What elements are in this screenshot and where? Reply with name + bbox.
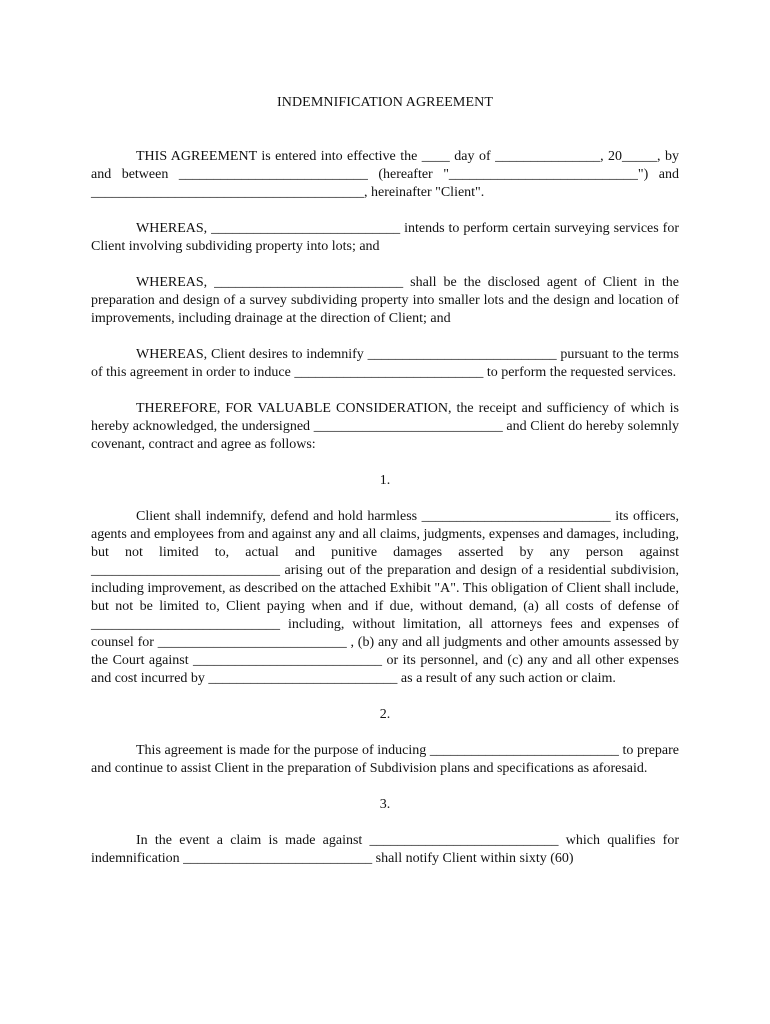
section-text-3: In the event a claim is made against ___________________________ which qualifies for indemnification ___________________________ shall notify Client within sixty (60) [91,833,679,866]
recital-paragraph-whereas-2: WHEREAS, ___________________________ shall be the disclosed agent of Client in the preparation and design of a survey subdividing property into smaller lots and the design and location of improvements, including drainage at the direction of Client; and [91,275,679,326]
section-text-2: This agreement is made for the purpose of inducing ___________________________ to prepare and continue to assist Client in the preparation of Subdivision plans and specifications as aforesaid. [91,743,679,776]
section-number-2: 2. [379,707,391,722]
section-number-3: 3. [379,797,391,812]
recital-paragraph-effective: THIS AGREEMENT is entered into effective the ____ day of _______________, 20_____, by and between ___________________________ (hereafter "___________________________") and _______________________________________, hereinafter "Client". [91,149,679,200]
recital-paragraph-whereas-3: WHEREAS, Client desires to indemnify ___________________________ pursuant to the terms of this agreement in order to induce ___________________________ to perform the requested services. [91,347,679,380]
section-number-1: 1. [379,473,391,488]
recital-paragraph-whereas-1: WHEREAS, ___________________________ intends to perform certain surveying services for Client involving subdividing property into lots; and [91,221,679,254]
document-title: INDEMNIFICATION AGREEMENT [277,95,493,110]
section-text-1: Client shall indemnify, defend and hold harmless ___________________________ its officers, agents and employees from and against any and all claims, judgments, expenses and damages, including, but not limited to, actual and punitive damages asserted by any person against ___________________________ arising out of the preparation and design of a residential subdivision, including improvement, as described on the attached Exhibit "A". This obligation of Client shall include, but not be limited to, Client paying when and if due, without demand, (a) all costs of defense of ___________________________ including, without limitation, all attorneys fees and expenses of counsel for ___________________________ , (b) any and all judgments and other amounts assessed by the Court against ___________________________ or its personnel, and (c) any and all other expenses and cost incurred by ___________________________ as a result of any such action or claim. [91,509,679,686]
recital-paragraph-therefore: THEREFORE, FOR VALUABLE CONSIDERATION, the receipt and sufficiency of which is hereby acknowledged, the undersigned ___________________________ and Client do hereby solemnly covenant, contract and agree as follows: [91,401,679,452]
